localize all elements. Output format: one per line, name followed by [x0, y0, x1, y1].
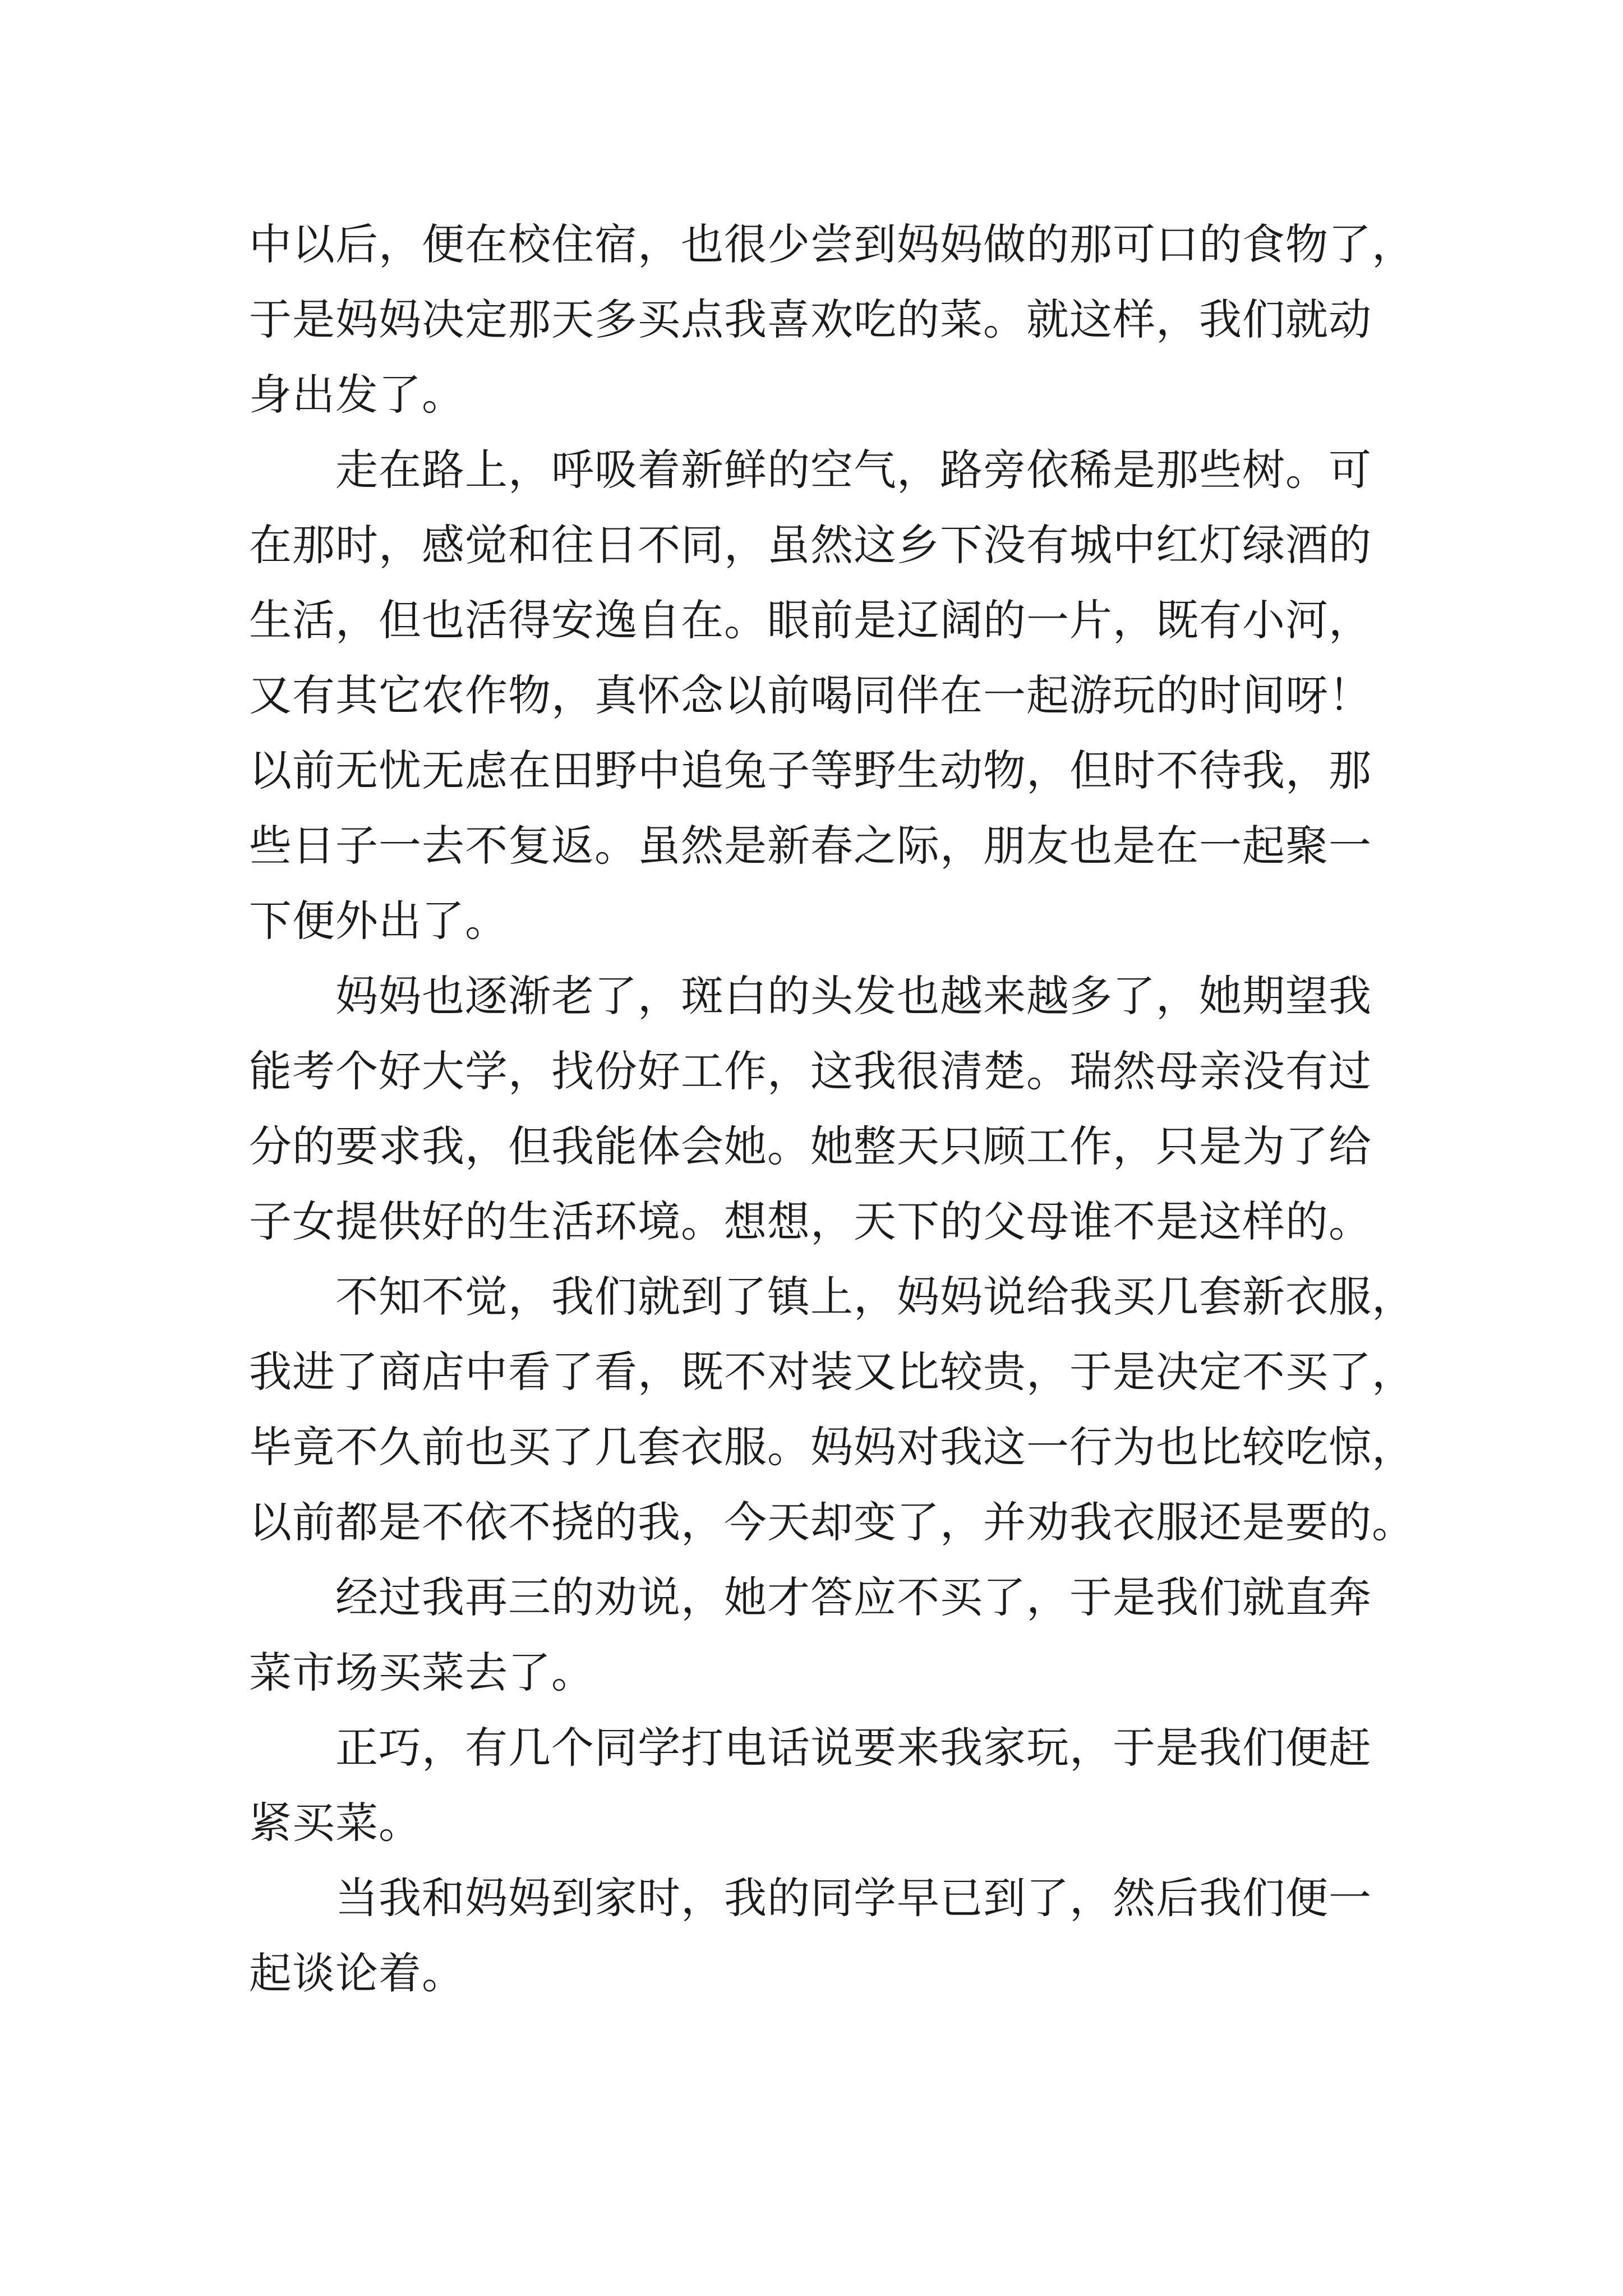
paragraph-2-line-6: 些日子一去不复返。虽然是新春之际，朋友也是在一起聚一 — [249, 821, 1372, 871]
paragraph-2-line-2: 在那时，感觉和往日不同，虽然这乡下没有城中红灯绿酒的 — [249, 520, 1372, 570]
paragraph-2-line-5: 以前无忧无虑在田野中追兔子等野生动物，但时不待我，那 — [249, 746, 1372, 795]
paragraph-3-line-4: 子女提供好的生活环境。想想，天下的父母谁不是这样的。 — [249, 1197, 1372, 1246]
paragraph-1-line-3: 身出发了。 — [249, 370, 465, 420]
paragraph-3-line-2: 能考个好大学，找份好工作，这我很清楚。瑞然母亲没有过 — [249, 1046, 1372, 1096]
paragraph-1-line-1: 中以后，便在校住宿，也很少尝到妈妈做的那可口的食物了， — [249, 219, 1415, 269]
paragraph-2-line-7: 下便外出了。 — [249, 896, 508, 946]
paragraph-6-line-1: 正巧，有几个同学打电话说要来我家玩，于是我们便赶 — [335, 1723, 1372, 1773]
paragraph-2-line-1: 走在路上，呼吸着新鲜的空气，路旁依稀是那些树。可 — [335, 445, 1372, 495]
paragraph-5-line-2: 菜市场买菜去了。 — [249, 1648, 594, 1697]
paragraph-5-line-1: 经过我再三的劝说，她才答应不买了，于是我们就直奔 — [335, 1572, 1372, 1622]
paragraph-6-line-2: 紧买菜。 — [249, 1798, 422, 1848]
paragraph-4-line-3: 毕竟不久前也买了几套衣服。妈妈对我这一行为也比较吃惊， — [249, 1422, 1415, 1472]
paragraph-1-line-2: 于是妈妈决定那天多买点我喜欢吃的菜。就这样，我们就动 — [249, 295, 1372, 344]
paragraph-3-line-1: 妈妈也逐渐老了，斑白的头发也越来越多了，她期望我 — [335, 971, 1372, 1021]
paragraph-4-line-4: 以前都是不依不挠的我，今天却变了，并劝我衣服还是要的。 — [249, 1497, 1415, 1547]
paragraph-7-line-1: 当我和妈妈到家时，我的同学早已到了，然后我们便一 — [335, 1873, 1372, 1923]
paragraph-2-line-4: 又有其它农作物，真怀念以前喝同伴在一起游玩的时间呀！ — [249, 670, 1372, 720]
paragraph-3-line-3: 分的要求我，但我能体会她。她整天只顾工作，只是为了给 — [249, 1121, 1372, 1171]
paragraph-4-line-2: 我进了商店中看了看，既不对装又比较贵，于是决定不买了， — [249, 1347, 1415, 1397]
paragraph-4-line-1: 不知不觉，我们就到了镇上，妈妈说给我买几套新衣服， — [335, 1272, 1415, 1322]
paragraph-7-line-2: 起谈论着。 — [249, 1948, 465, 1998]
paragraph-2-line-3: 生活，但也活得安逸自在。眼前是辽阔的一片，既有小河， — [249, 595, 1372, 645]
